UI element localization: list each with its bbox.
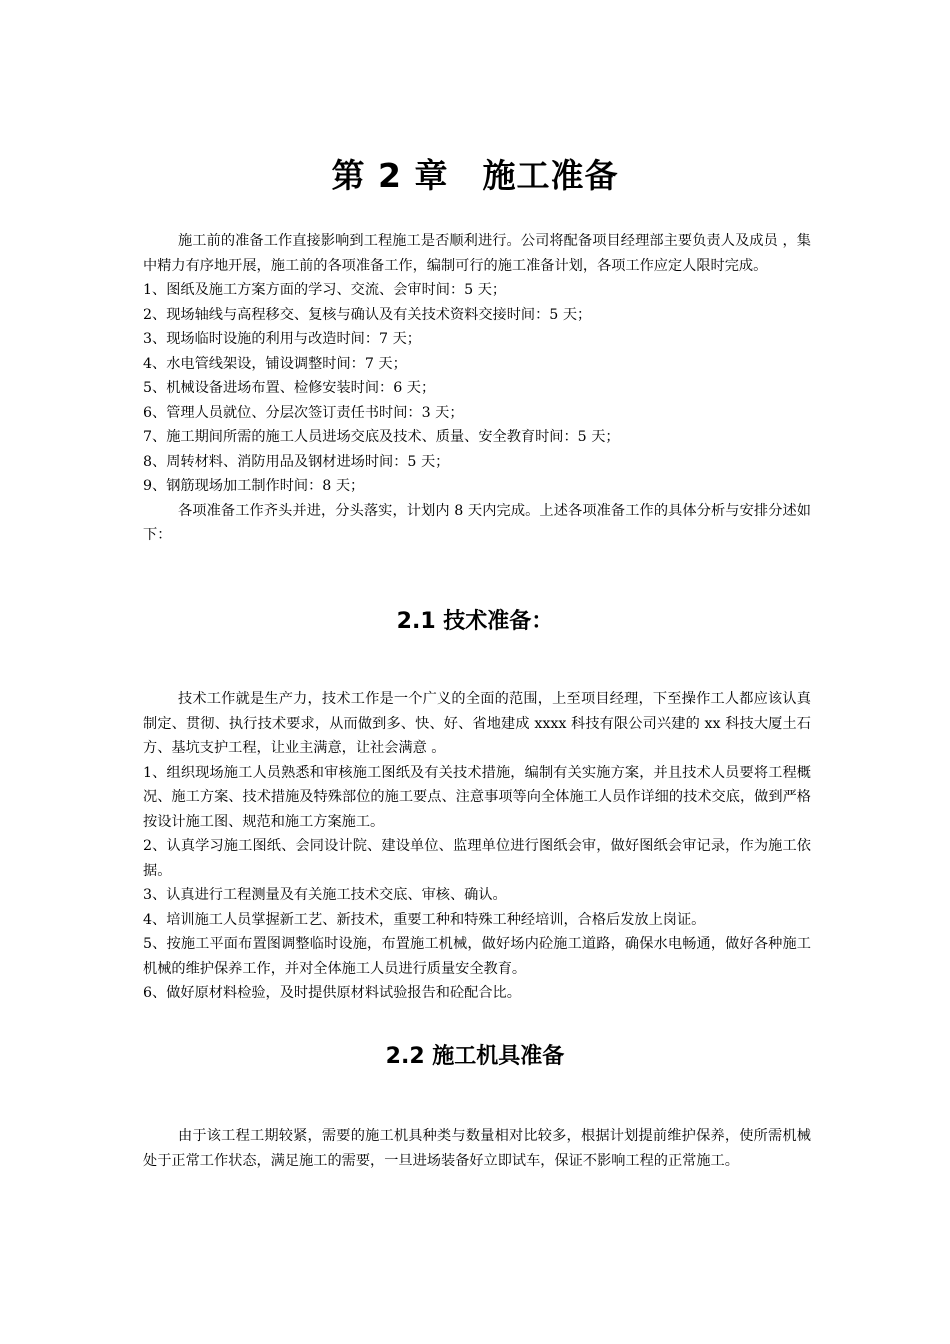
list-item: 4、水电管线架设，铺设调整时间：7 天；	[143, 355, 407, 372]
list-item: 2、现场轴线与高程移交、复核与确认及有关技术资料交接时间：5 天；	[143, 306, 592, 323]
intro-closing-paragraph: 各项准备工作齐头并进，分头落实，计划内 8 天内完成。上述各项准备工作的具体分析与安排分述如下：	[143, 502, 811, 543]
machinery-prep-section	[143, 1124, 811, 1173]
technical-prep-section	[143, 687, 811, 1006]
list-item: 6、做好原材料检验，及时提供原材料试验报告和砼配合比。	[143, 985, 521, 1001]
intro-section	[143, 229, 811, 548]
section-title-2-2: 2.2 施工机具准备	[385, 1044, 565, 1069]
list-item: 3、认真进行工程测量及有关施工技术交底、审核、确认。	[143, 887, 507, 903]
list-item: 2、认真学习施工图纸、会同设计院、建设单位、监理单位进行图纸会审，做好图纸会审记录，作为施工依据。	[143, 838, 811, 879]
list-item: 5、按施工平面布置图调整临时设施，布置施工机械，做好场内砼施工道路，确保水电畅通，做好各种施工机械的维护保养工作，并对全体施工人员进行质量安全教育。	[143, 936, 811, 977]
list-item: 3、现场临时设施的利用与改造时间：7 天；	[143, 331, 421, 347]
list-item: 7、施工期间所需的施工人员进场交底及技术、质量、安全教育时间：5 天；	[143, 429, 620, 445]
section-title-2-1: 2.1 技术准备：	[396, 609, 554, 634]
technical-prep-paragraph: 技术工作就是生产力，技术工作是一个广义的全面的范围，上至项目经理，下至操作工人都应该认真制定、贯彻、执行技术要求，从而做到多、快、好、省地建成 xxxx 科技有限公司兴建的 xx 科技大厦土石方、基坑支护工程，让业主满意，让社会满意 。	[143, 691, 811, 756]
list-item: 6、管理人员就位、分层次签订责任书时间：3 天；	[143, 404, 464, 421]
list-item: 1、组织现场施工人员熟悉和审核施工图纸及有关技术措施，编制有关实施方案，并且技术人员要将工程概况、施工方案、技术措施及特殊部位的施工要点、注意事项等向全体施工人员作详细的技术交底，做到严格按设计施工图、规范和施工方案施工。	[143, 764, 811, 830]
machinery-prep-paragraph: 由于该工程工期较紧，需要的施工机具种类与数量相对比较多，根据计划提前维护保养，使所需机械处于正常工作状态，满足施工的需要，一旦进场装备好立即试车，保证不影响工程的正常施工。	[143, 1128, 811, 1169]
intro-paragraph: 施工前的准备工作直接影响到工程施工是否顺利进行。公司将配备项目经理部主要负责人及成员 ，集中精力有序地开展，施工前的各项准备工作，编制可行的施工准备计划，各项工作应定人限时完成。	[143, 233, 811, 274]
list-item: 5、机械设备进场布置、检修安装时间：6 天；	[143, 380, 436, 396]
list-item: 1、图纸及施工方案方面的学习、交流、会审时间：5 天；	[143, 282, 507, 298]
list-item: 8、周转材料、消防用品及钢材进场时间：5 天；	[143, 453, 450, 470]
list-item: 4、培训施工人员掌握新工艺、新技术，重要工种和特殊工种经培训，合格后发放上岗证。	[143, 911, 706, 928]
list-item: 9、钢筋现场加工制作时间：8 天；	[143, 478, 365, 494]
chapter-title: 第 2 章 施工准备	[331, 156, 619, 195]
